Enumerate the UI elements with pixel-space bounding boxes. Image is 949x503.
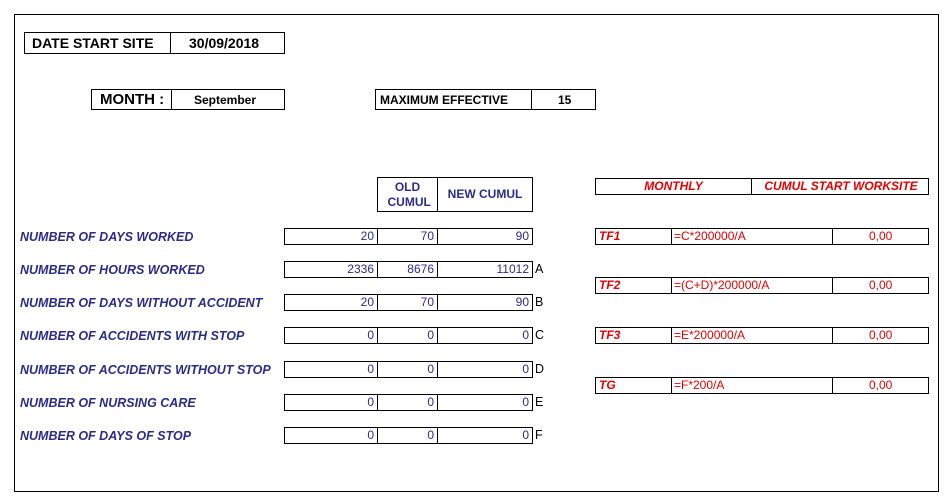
row-suffix: D — [535, 362, 545, 376]
row-label: NUMBER OF HOURS WORKED — [20, 263, 205, 277]
old-cumul-cell[interactable]: 8676 — [377, 261, 438, 278]
max-effective-box — [375, 89, 596, 110]
old-cumul-cell[interactable]: 0 — [377, 327, 438, 344]
old-cumul-header — [377, 177, 438, 212]
monthly-header: MONTHLY — [644, 179, 703, 193]
date-start-divider — [170, 33, 171, 53]
rate-value[interactable]: 0,00 — [869, 378, 893, 392]
month-value-cell[interactable]: 2336 — [284, 261, 378, 278]
old-cumul-cell[interactable]: 0 — [377, 361, 438, 378]
row-label: NUMBER OF ACCIDENTS WITHOUT STOP — [20, 363, 271, 377]
rate-value[interactable]: 0,00 — [869, 278, 893, 292]
row-suffix: E — [535, 395, 544, 409]
row-label: NUMBER OF ACCIDENTS WITH STOP — [20, 329, 245, 343]
rate-row — [595, 228, 929, 245]
new-cumul-label: NEW CUMUL — [447, 187, 523, 201]
row-label: NUMBER OF DAYS WITHOUT ACCIDENT — [20, 296, 263, 310]
rate-row — [595, 327, 929, 344]
rate-code: TF2 — [599, 278, 621, 292]
month-value-cell[interactable]: 0 — [284, 427, 378, 444]
month-box — [91, 89, 285, 110]
old-cumul-cell[interactable]: 70 — [377, 294, 438, 311]
rate-formula[interactable]: =F*200/A — [674, 378, 725, 392]
new-cumul-cell[interactable]: 90 — [437, 228, 533, 245]
row-suffix: B — [535, 295, 544, 309]
month-value-cell[interactable]: 0 — [284, 361, 378, 378]
rate-code: TF1 — [599, 229, 621, 243]
new-cumul-cell[interactable]: 90 — [437, 294, 533, 311]
old-cumul-cell[interactable]: 70 — [377, 228, 438, 245]
cumul-header: CUMUL START WORKSITE — [764, 179, 918, 193]
rate-divider-2 — [832, 278, 833, 293]
new-cumul-cell[interactable]: 0 — [437, 327, 533, 344]
rate-value[interactable]: 0,00 — [869, 229, 893, 243]
month-divider — [171, 90, 172, 109]
max-effective-label: MAXIMUM EFFECTIVE — [380, 93, 508, 107]
month-label: MONTH : — [100, 91, 165, 108]
month-value[interactable]: September — [194, 93, 257, 107]
rate-row — [595, 277, 929, 294]
old-cumul-cell[interactable]: 0 — [377, 394, 438, 411]
rate-divider-1 — [671, 378, 672, 393]
date-start-box — [24, 32, 285, 54]
rate-row — [595, 377, 929, 394]
row-label: NUMBER OF DAYS WORKED — [20, 230, 194, 244]
date-start-value[interactable]: 30/09/2018 — [189, 35, 260, 51]
row-suffix: A — [535, 262, 544, 276]
rates-header — [595, 178, 929, 195]
row-suffix: C — [535, 328, 545, 342]
new-cumul-cell[interactable]: 0 — [437, 394, 533, 411]
new-cumul-cell[interactable]: 11012 — [437, 261, 533, 278]
month-value-cell[interactable]: 20 — [284, 228, 378, 245]
month-value-cell[interactable]: 0 — [284, 327, 378, 344]
rate-code: TF3 — [599, 328, 621, 342]
rate-value[interactable]: 0,00 — [869, 328, 893, 342]
row-label: NUMBER OF DAYS OF STOP — [20, 429, 192, 443]
date-start-label: DATE START SITE — [32, 35, 154, 51]
rate-code: TG — [599, 378, 616, 392]
rate-divider-2 — [832, 378, 833, 393]
old-cumul-cell[interactable]: 0 — [377, 427, 438, 444]
sheet-frame — [14, 14, 939, 492]
month-value-cell[interactable]: 20 — [284, 294, 378, 311]
new-cumul-header — [437, 177, 533, 212]
rate-formula[interactable]: =E*200000/A — [674, 328, 746, 342]
max-effective-value[interactable]: 15 — [558, 93, 572, 107]
month-value-cell[interactable]: 0 — [284, 394, 378, 411]
row-label: NUMBER OF NURSING CARE — [20, 396, 196, 410]
new-cumul-cell[interactable]: 0 — [437, 361, 533, 378]
rate-divider-1 — [671, 328, 672, 343]
new-cumul-cell[interactable]: 0 — [437, 427, 533, 444]
rate-divider-2 — [832, 328, 833, 343]
rate-divider-1 — [671, 229, 672, 244]
rate-divider-1 — [671, 278, 672, 293]
old-cumul-label: OLD CUMUL — [387, 180, 431, 209]
rate-formula[interactable]: =C*200000/A — [674, 229, 746, 243]
rates-header-divider — [751, 179, 752, 194]
max-effective-divider — [531, 90, 532, 109]
row-suffix: F — [535, 428, 543, 442]
rate-divider-2 — [832, 229, 833, 244]
rate-formula[interactable]: =(C+D)*200000/A — [674, 278, 770, 292]
